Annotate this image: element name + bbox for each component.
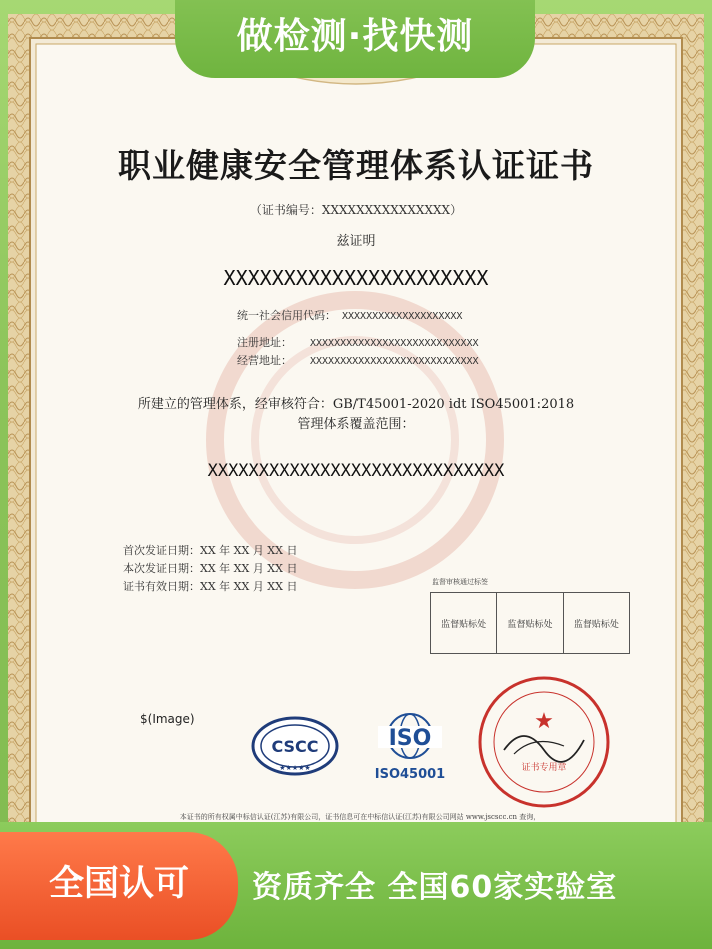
registered-address-row — [237, 334, 479, 350]
certificate-number: （证书编号：XXXXXXXXXXXXXXX） — [249, 203, 463, 217]
certificate-title: 职业健康安全管理体系认证证书 — [118, 146, 594, 185]
footer-line: 本证书的所有权属中标信认证(江苏)有限公司，证书信息可在中标信认证(江苏)有限公司网站 www.jscscc.cn 查询， — [179, 813, 541, 821]
field-value: XXXXXXXXXXXXXXXXXXXX — [342, 311, 463, 322]
svg-text:★: ★ — [534, 709, 554, 734]
credit-code-row — [237, 307, 462, 323]
company-name: XXXXXXXXXXXXXXXXXXXXXX — [223, 266, 489, 290]
svg-text:★★★★★: ★★★★★ — [279, 764, 311, 772]
scope-value: XXXXXXXXXXXXXXXXXXXXXXXXXXXXX — [207, 461, 505, 481]
field-value: XXXXXXXXXXXXXXXXXXXXXXXXXXXX — [310, 356, 479, 367]
field-label: 经营地址： — [237, 354, 292, 367]
cscc-text: CSCC — [271, 737, 319, 756]
national-recognition-text: 全国认可 — [48, 864, 189, 904]
seal-subtitle: 证书专用章 — [521, 763, 567, 773]
supervision-label: 监督审核通过标签 — [432, 578, 488, 586]
supervision-table — [430, 592, 630, 654]
cscc-logo — [250, 715, 340, 777]
iso-standard-text: ISO45001 — [374, 767, 446, 782]
banner-title: 做检测·找快测 — [236, 16, 474, 57]
company-seal — [474, 672, 614, 812]
slogan-text: 资质齐全 全国60家实验室 — [252, 870, 618, 905]
field-label: 注册地址： — [237, 336, 292, 349]
field-value: XXXXXXXXXXXXXXXXXXXXXXXXXXXX — [310, 338, 479, 349]
scope-label: 管理体系覆盖范围： — [297, 417, 415, 432]
valid-until-date: 证书有效日期：XX 年 XX 月 XX 日 — [123, 580, 298, 593]
supervision-cell: 监督贴标处 — [497, 593, 563, 653]
hereby-text: 兹证明 — [336, 234, 376, 249]
iso-text: ISO — [388, 726, 432, 751]
image-placeholder: $(Image) — [140, 712, 195, 726]
supervision-cell: 监督贴标处 — [431, 593, 497, 653]
first-issue-date: 首次发证日期：XX 年 XX 月 XX 日 — [123, 544, 298, 557]
current-issue-date: 本次发证日期：XX 年 XX 月 XX 日 — [123, 562, 298, 575]
standard-statement: 所建立的管理体系，经审核符合：GB/T45001-2020 idt ISO45001:2018 — [137, 397, 575, 412]
iso-logo — [370, 712, 450, 784]
business-address-row — [237, 352, 479, 368]
field-label: 统一社会信用代码： — [237, 309, 336, 322]
supervision-cell: 监督贴标处 — [573, 619, 619, 630]
